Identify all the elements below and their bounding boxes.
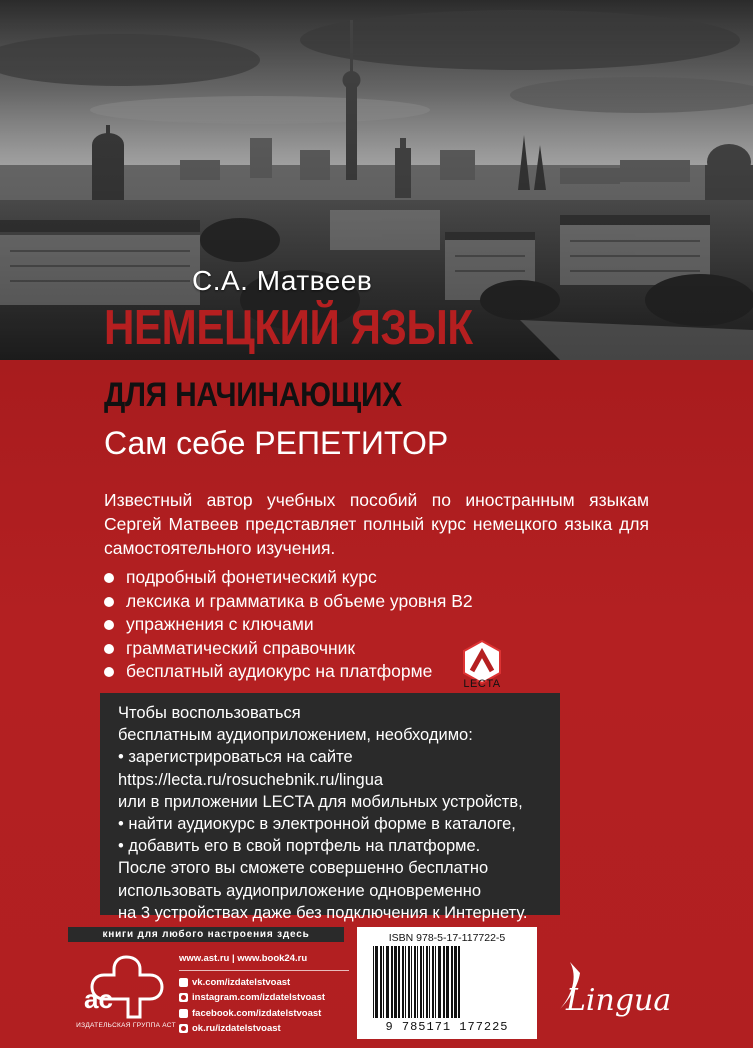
list-item-text: грамматический справочник xyxy=(126,637,356,658)
barcode-bar xyxy=(451,946,453,1018)
isbn-number: ISBN 978-5-17-117722-5 xyxy=(388,932,506,944)
barcode-bar xyxy=(429,946,430,1018)
barcode-bar xyxy=(380,946,382,1018)
instruction-line: • добавить его в свой портфель на платформе. xyxy=(118,837,481,856)
barcode-icon xyxy=(371,946,523,1020)
list-item xyxy=(104,566,473,590)
barcode-bar xyxy=(386,946,389,1018)
barcode-bar xyxy=(411,946,412,1018)
barcode-bar xyxy=(454,946,457,1018)
bullet-icon xyxy=(104,644,114,654)
list-item xyxy=(104,637,473,661)
publisher-links xyxy=(179,951,349,1037)
facebook-icon xyxy=(179,1009,188,1018)
barcode-bar xyxy=(458,946,460,1018)
barcode-bar xyxy=(438,946,441,1018)
book-title: НЕМЕЦКИЙ ЯЗЫК xyxy=(104,301,473,355)
divider xyxy=(179,970,349,971)
barcode-bar xyxy=(373,946,374,1018)
list-item-text: упражнения с ключами xyxy=(126,614,314,634)
barcode-bar xyxy=(391,946,393,1018)
list-item-text: лексика и грамматика в объеме уровня B2 xyxy=(126,590,473,611)
bullet-icon xyxy=(104,620,114,630)
svg-text:ac: ac xyxy=(84,984,113,1014)
barcode-box xyxy=(357,927,537,1039)
instruction-line: Чтобы воспользоваться xyxy=(118,704,301,722)
websites-text[interactable]: www.ast.ru | www.book24.ru xyxy=(179,953,308,965)
barcode-bar xyxy=(426,946,428,1018)
social-row-vk xyxy=(179,975,349,991)
barcode-bar xyxy=(414,946,416,1018)
publisher-tagline: книги для любого настроения здесь xyxy=(68,927,344,942)
odnoklassniki-icon xyxy=(179,1024,188,1033)
barcode-bar xyxy=(435,946,436,1018)
bullet-icon xyxy=(104,667,114,677)
instruction-line: использовать аудиоприложение одновременно xyxy=(118,881,482,900)
barcode-bar xyxy=(375,946,378,1018)
series-name: Сам себе РЕПЕТИТОР xyxy=(104,425,449,461)
audio-instructions-box xyxy=(100,693,560,922)
barcode-digits: 9 785171 177225 xyxy=(385,1020,509,1034)
social-row-facebook xyxy=(179,1006,349,1022)
bullet-icon xyxy=(104,573,114,583)
lecta-logo-label: LECTA xyxy=(463,678,501,690)
barcode-bar xyxy=(405,946,406,1018)
list-item xyxy=(104,660,473,684)
social-link-instagram[interactable]: instagram.com/izdatelstvoast xyxy=(192,992,326,1004)
ast-logo-icon xyxy=(76,953,176,1025)
description-paragraph: Известный автор учебных пособий по иностранным языкам Сергей Матвеев представляет полный курс немецкого языка для самостоятельного изучения. xyxy=(104,490,649,558)
barcode-bar xyxy=(417,946,418,1018)
barcode-bar xyxy=(423,946,424,1018)
barcode-bar xyxy=(432,946,434,1018)
instruction-line: на 3 устройствах даже без подключения к Интернету. xyxy=(118,903,528,922)
lecta-url: https://lecta.ru/rosuchebnik.ru/lingua xyxy=(118,770,384,789)
publisher-caption: ИЗДАТЕЛЬСКАЯ ГРУППА АСТ xyxy=(76,1022,176,1029)
list-item-text: подробный фонетический курс xyxy=(126,567,377,587)
instruction-line: • найти аудиокурс в электронной форме в каталоге, xyxy=(118,815,516,834)
book-subtitle: ДЛЯ НАЧИНАЮЩИХ xyxy=(104,376,402,414)
barcode-bar xyxy=(402,946,404,1018)
barcode-bar xyxy=(408,946,410,1018)
social-row-ok xyxy=(179,1021,349,1037)
instruction-line: После этого вы сможете совершенно бесплатно xyxy=(118,859,489,878)
list-item xyxy=(104,613,473,637)
social-link-vk[interactable]: vk.com/izdatelstvoast xyxy=(192,976,291,988)
instruction-line: • зарегистрироваться на сайте xyxy=(118,748,353,767)
instagram-icon xyxy=(179,993,188,1002)
barcode-bar xyxy=(383,946,384,1018)
social-row-instagram xyxy=(179,990,349,1006)
barcode-bar xyxy=(394,946,397,1018)
list-item-text: бесплатный аудиокурс на платформе xyxy=(126,661,433,681)
instruction-line: бесплатным аудиоприложением, необходимо: xyxy=(118,726,473,745)
barcode-bar xyxy=(443,946,445,1018)
features-list xyxy=(104,566,473,684)
bullet-icon xyxy=(104,597,114,607)
list-item xyxy=(104,590,473,614)
barcode-bar xyxy=(420,946,422,1018)
barcode-bar xyxy=(398,946,400,1018)
instruction-line: или в приложении LECTA для мобильных устройств, xyxy=(118,792,523,811)
vk-icon xyxy=(179,978,188,987)
imprint-logo-text: Lingua xyxy=(566,983,672,1018)
social-link-ok[interactable]: ok.ru/izdatelstvoast xyxy=(192,1023,281,1035)
social-link-facebook[interactable]: facebook.com/izdatelstvoast xyxy=(192,1007,322,1019)
author-name: С.А. Матвеев xyxy=(192,265,373,296)
barcode-bar xyxy=(446,946,449,1018)
websites-row xyxy=(179,951,349,967)
